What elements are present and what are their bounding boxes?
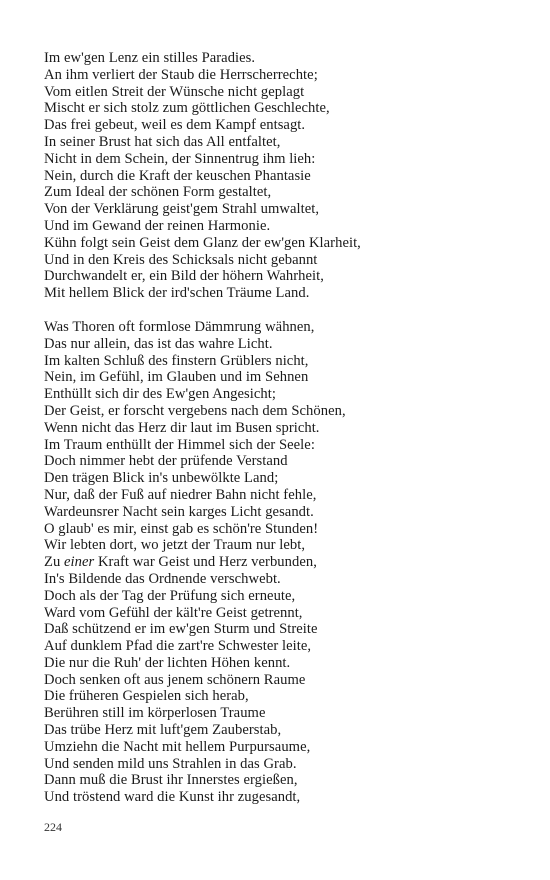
poem-line: Zu einer Kraft war Geist und Herz verbunden, [44,554,317,571]
poem-line: Den trägen Blick in's unbewölkte Land; [44,470,279,487]
poem-line: Und tröstend ward die Kunst ihr zugesandt, [44,789,301,806]
poem-line: Doch nimmer hebt der prüfende Verstand [44,453,288,470]
poem-line: Kühn folgt sein Geist dem Glanz der ew'gen Klarheit, [44,234,361,251]
poem-line: Die nur die Ruh' der lichten Höhen kennt. [44,654,291,671]
emphasized-word: einer [64,554,95,571]
poem-line: In's Bildende das Ordnende verschwebt. [44,570,281,587]
poem-line: Und im Gewand der reinen Harmonie. [44,217,271,234]
poem-line: An ihm verliert der Staub die Herrscherrechte; [44,66,318,83]
poem-line: Auf dunklem Pfad die zart're Schwester leite, [44,638,312,655]
poem-line: Im Traum enthüllt der Himmel sich der Seele: [44,436,315,453]
poem-line: Mischt er sich stolz zum göttlichen Geschlechte, [44,100,330,117]
poem-line: Das trübe Herz mit luft'gem Zauberstab, [44,722,282,739]
poem-line: Nur, daß der Fuß auf niedrer Bahn nicht fehle, [44,486,317,503]
poem-line: Im ew'gen Lenz ein stilles Paradies. [44,50,256,66]
poem-line: Nein, durch die Kraft der keuschen Phantasie [44,167,311,184]
poem-line: Vom eitlen Streit der Wünsche nicht geplagt [44,83,305,100]
poem-line: Die früheren Gespielen sich herab, [44,688,249,705]
stanza-2 [44,319,514,806]
poem-text [44,50,514,806]
poem-line: Nein, im Gefühl, im Glauben und im Sehnen [44,369,309,386]
poem-line: Von der Verklärung geist'gem Strahl umwaltet, [44,201,320,218]
poem-line: Wenn nicht das Herz dir laut im Busen spricht. [44,419,320,436]
stanza-break [44,302,514,319]
poem-line: Dann muß die Brust ihr Innerstes ergießen, [44,772,298,789]
poem-line: Enthüllt sich dir des Ew'gen Angesicht; [44,386,276,403]
poem-line: Umziehn die Nacht mit hellem Purpursaume, [44,738,311,755]
stanza-1 [44,50,514,302]
poem-line: Doch senken oft aus jenem schönern Raume [44,671,306,688]
poem-line: Mit hellem Blick der ird'schen Träume Land. [44,285,310,302]
poem-line: Wir lebten dort, wo jetzt der Traum nur lebt, [44,537,306,554]
poem-line: Und in den Kreis des Schicksals nicht gebannt [44,251,318,268]
poem-line: Durchwandelt er, ein Bild der höhern Wahrheit, [44,268,324,285]
poem-line: In seiner Brust hat sich das All entfaltet, [44,133,281,150]
poem-line: Und senden mild uns Strahlen in das Grab. [44,755,297,772]
poem-line: O glaub' es mir, einst gab es schön're Stunden! [44,520,319,537]
poem-line: Daß schützend er im ew'gen Sturm und Streite [44,621,318,638]
poem-line: Im kalten Schluß des finstern Grüblers nicht, [44,352,309,369]
poem-line: Doch als der Tag der Prüfung sich erneute, [44,587,296,604]
poem-line: Das nur allein, das ist das wahre Licht. [44,335,273,352]
poem-line: Wardeunsrer Nacht sein karges Licht gesandt. [44,503,314,520]
poem-line: Nicht in dem Schein, der Sinnentrug ihm lieh: [44,150,316,167]
page-number: 224 [44,820,62,834]
poem-line: Zum Ideal der schönen Form gestaltet, [44,184,272,201]
poem-line: Der Geist, er forscht vergebens nach dem Schönen, [44,402,346,419]
poem-line: Ward vom Gefühl der kält're Geist getrennt, [44,604,303,621]
poem-line: Das frei gebeut, weil es dem Kampf entsagt. [44,117,306,134]
poem-line: Berühren still im körperlosen Traume [44,705,266,722]
poem-line: Was Thoren oft formlose Dämmrung wähnen, [44,318,315,335]
